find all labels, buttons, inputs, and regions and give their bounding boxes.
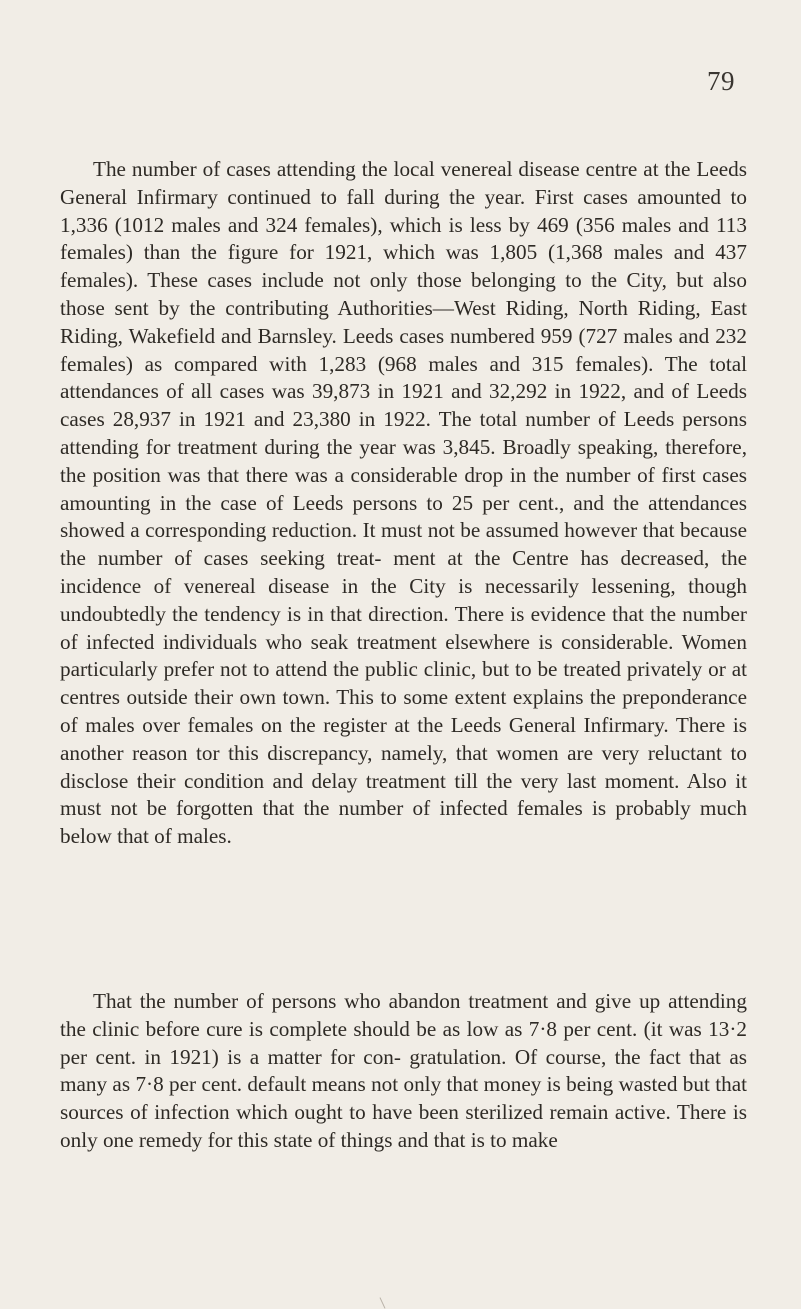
body-paragraph-default-rate: That the number of persons who abandon treatment and give up attending the clinic before cure is complete should be as low as 7·8 per cent. (it was 13·2 per cent. in 1921) is a matter for con- gratulation. Of course, the fact that as many as 7·8 per cent. default means not only that money is being wasted but that sources of infection which ought to have been sterilized remain active. There is only one remedy for this state of things and that is to make — [60, 989, 747, 1152]
paper-speck — [380, 1297, 386, 1308]
body-paragraph-venereal-cases: The number of cases attending the local venereal disease centre at the Leeds General Infirmary continued to fall during the year. First cases amounted to 1,336 (1012 males and 324 females), which is less by 469 (356 males and 113 females) than the figure for 1921, which was 1,805 (1,368 males and 437 females). These cases include not only those belonging to the City, but also those sent by the contributing Authorities—West Riding, North Riding, East Riding, Wakefield and Barnsley. Leeds cases numbered 959 (727 males and 232 females) as compared with 1,283 (968 males and 315 females). The total attendances of all cases was 39,873 in 1921 and 32,292 in 1922, and of Leeds cases 28,937 in 1921 and 23,380 in 1922. The total number of Leeds persons attending for treatment during the year was 3,845. Broadly speaking, therefore, the position was that there was a considerable drop in the number of first cases amounting in the case of Leeds persons to 25 per cent., and the attendances showed a corresponding reduction. It must not be assumed however that because the number of cases seeking treat- ment at the Centre has decreased, the incidence of venereal disease in the City is necessarily lessening, though undoubtedly the tendency is in that direction. There is evidence that the number of infected individuals who seak treatment elsewhere is considerable. Women particularly prefer not to attend the public clinic, but to be treated privately or at centres outside their own town. This to some extent explains the preponderance of males over females on the register at the Leeds General Infirmary. There is another reason tor this discrepancy, namely, that women are very reluctant to disclose their condition and delay treatment till the very last moment. Also it must not be forgotten that the number of infected females is probably much below that of males. — [60, 157, 747, 849]
page-number: 79 — [707, 66, 735, 96]
